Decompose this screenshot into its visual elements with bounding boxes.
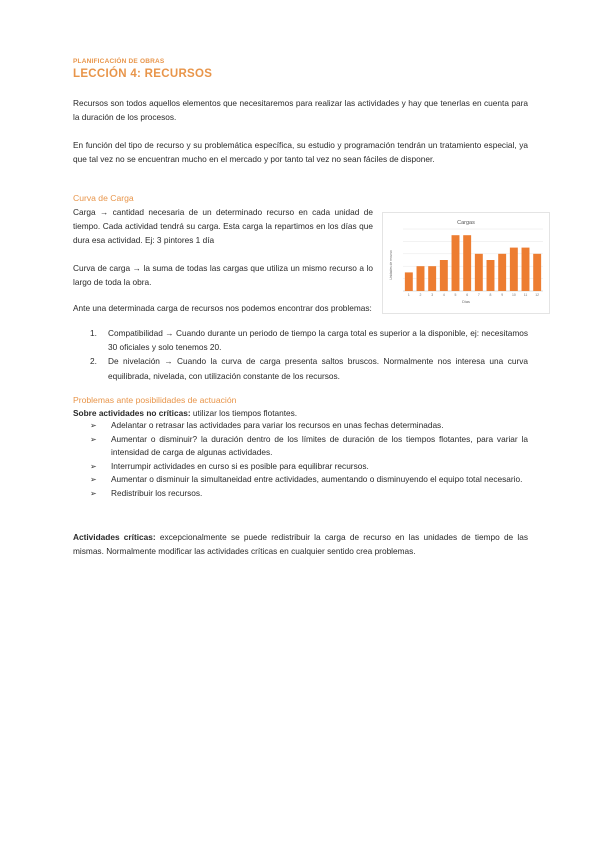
arrow-bullet-icon: ➢ (90, 461, 97, 471)
chart-x-ticks (408, 293, 539, 297)
chart-bar (452, 235, 460, 291)
chart-bar (533, 254, 541, 291)
chart-x-tick-label: 1 (407, 293, 410, 297)
arrow-bullet-icon: ➢ (90, 434, 97, 444)
section-heading-soluciones: Problemas ante posibilidades de actuación (73, 395, 237, 405)
chart-x-tick-label: 7 (477, 293, 480, 297)
list-item-text: Aumentar o disminuir la simultaneidad entre actividades, aumentando o disminuyendo el equipo total necesario. (111, 474, 523, 485)
chart-bar (487, 260, 495, 291)
criticas-paragraph (73, 530, 528, 558)
arrow-bullet-icon: ➢ (90, 488, 97, 498)
problemas-intro: Ante una determinada carga de recursos nos podemos encontrar dos problemas: (73, 303, 372, 313)
arrow-bullet-icon: ➢ (90, 475, 97, 485)
lesson-title: LECCIÓN 4: RECURSOS (73, 68, 213, 80)
list-item-text: Compatibilidad → Cuando durante un periodo de tiempo la carga total es superior a la disponible, ej: necesitamos 30 oficiales y solo tenemos 20. (108, 328, 528, 353)
chart-x-tick-label: 12 (535, 293, 540, 297)
chart-bar (428, 266, 436, 291)
criticas-text: excepcionalmente se puede redistribuir la carga de recurso en las unidades de tiempo de las mismas. Normalmente modificar las actividades críticas en cualquier sentido crea problemas. (73, 532, 528, 557)
chart-bar (522, 248, 530, 291)
course-kicker: PLANIFICACIÓN DE OBRAS (73, 58, 165, 65)
no-criticas-label: Sobre actividades no críticas: (73, 408, 191, 418)
cargas-chart-svg (383, 213, 549, 313)
list-item-text: Aumentar o disminuir? la duración dentro de los límites de duración de los tiempos flotantes, para variar la intensidad de carga de algunas actividades. (111, 433, 528, 458)
list-item-text: De nivelación → Cuando la curva de carga presenta saltos bruscos. Normalmente nos interesa una curva equilibrada, nivelada, con utilización constante de los recursos. (108, 356, 528, 381)
chart-bar (440, 260, 448, 291)
chart-y-label: Unidades de recurso (389, 250, 393, 280)
chart-bar (498, 254, 506, 291)
chart-x-tick-label: 3 (431, 293, 434, 297)
chart-x-tick-label: 11 (523, 293, 528, 297)
section-heading-curva: Curva de Carga (73, 193, 134, 203)
carga-definition: Carga → cantidad necesaria de un determinado recurso en cada unidad de tiempo. Cada actividad tendrá su carga. Esta carga la repartimos en los días que dura esa actividad. Ej: 3 pintores 1 día (73, 207, 373, 246)
chart-x-tick-label: 10 (511, 293, 516, 297)
chart-bar (405, 272, 413, 291)
chart-x-tick-label: 4 (442, 293, 445, 297)
list-item (73, 460, 528, 474)
arrow-bullet-icon: ➢ (90, 421, 97, 430)
chart-x-tick-label: 9 (501, 293, 504, 297)
list-item (73, 326, 528, 354)
chart-bars (405, 235, 541, 291)
list-item (73, 354, 528, 382)
chart-bar (475, 254, 483, 291)
chart-bar (463, 235, 471, 291)
intro-paragraph-2: En función del tipo de recurso y su problemática específica, su estudio y programación tendrán un tratamiento especial, ya que tal vez no se encuentran mucho en el mercado y por tanto tal vez no sean fáciles de disponer. (73, 140, 528, 165)
chart-x-label: Días (462, 300, 470, 304)
curva-definition: Curva de carga → la suma de todas las cargas que utiliza un mismo recurso a lo largo de toda la obra. (73, 263, 373, 288)
list-item (73, 419, 528, 433)
list-item (73, 473, 528, 487)
cargas-chart (382, 212, 550, 314)
chart-bar (417, 266, 425, 291)
chart-title: Cargas (457, 220, 475, 226)
chart-bar (510, 248, 518, 291)
list-item-text: Adelantar o retrasar las actividades para variar los recursos en unas fechas determinadas. (111, 420, 444, 430)
chart-x-tick-label: 6 (466, 293, 469, 297)
problemas-list (73, 326, 528, 383)
list-number: 1. (90, 328, 97, 338)
list-number: 2. (90, 356, 97, 367)
chart-x-tick-label: 5 (454, 293, 457, 297)
chart-x-tick-label: 2 (419, 293, 422, 297)
intro-paragraph-1: Recursos son todos aquellos elementos que necesitaremos para realizar las actividades y hay que tenerlas en cuenta para la duración de los procesos. (73, 98, 528, 123)
criticas-label: Actividades críticas: (73, 532, 156, 542)
list-item (73, 487, 528, 501)
list-item-text: Redistribuir los recursos. (111, 487, 203, 498)
no-criticas-text: utilizar los tiempos flotantes. (190, 408, 298, 418)
chart-x-tick-label: 8 (489, 293, 492, 297)
list-item-text: Interrumpir actividades en curso si es posible para equilibrar recursos. (111, 460, 369, 471)
list-item (73, 433, 528, 460)
actuaciones-list (73, 419, 528, 501)
